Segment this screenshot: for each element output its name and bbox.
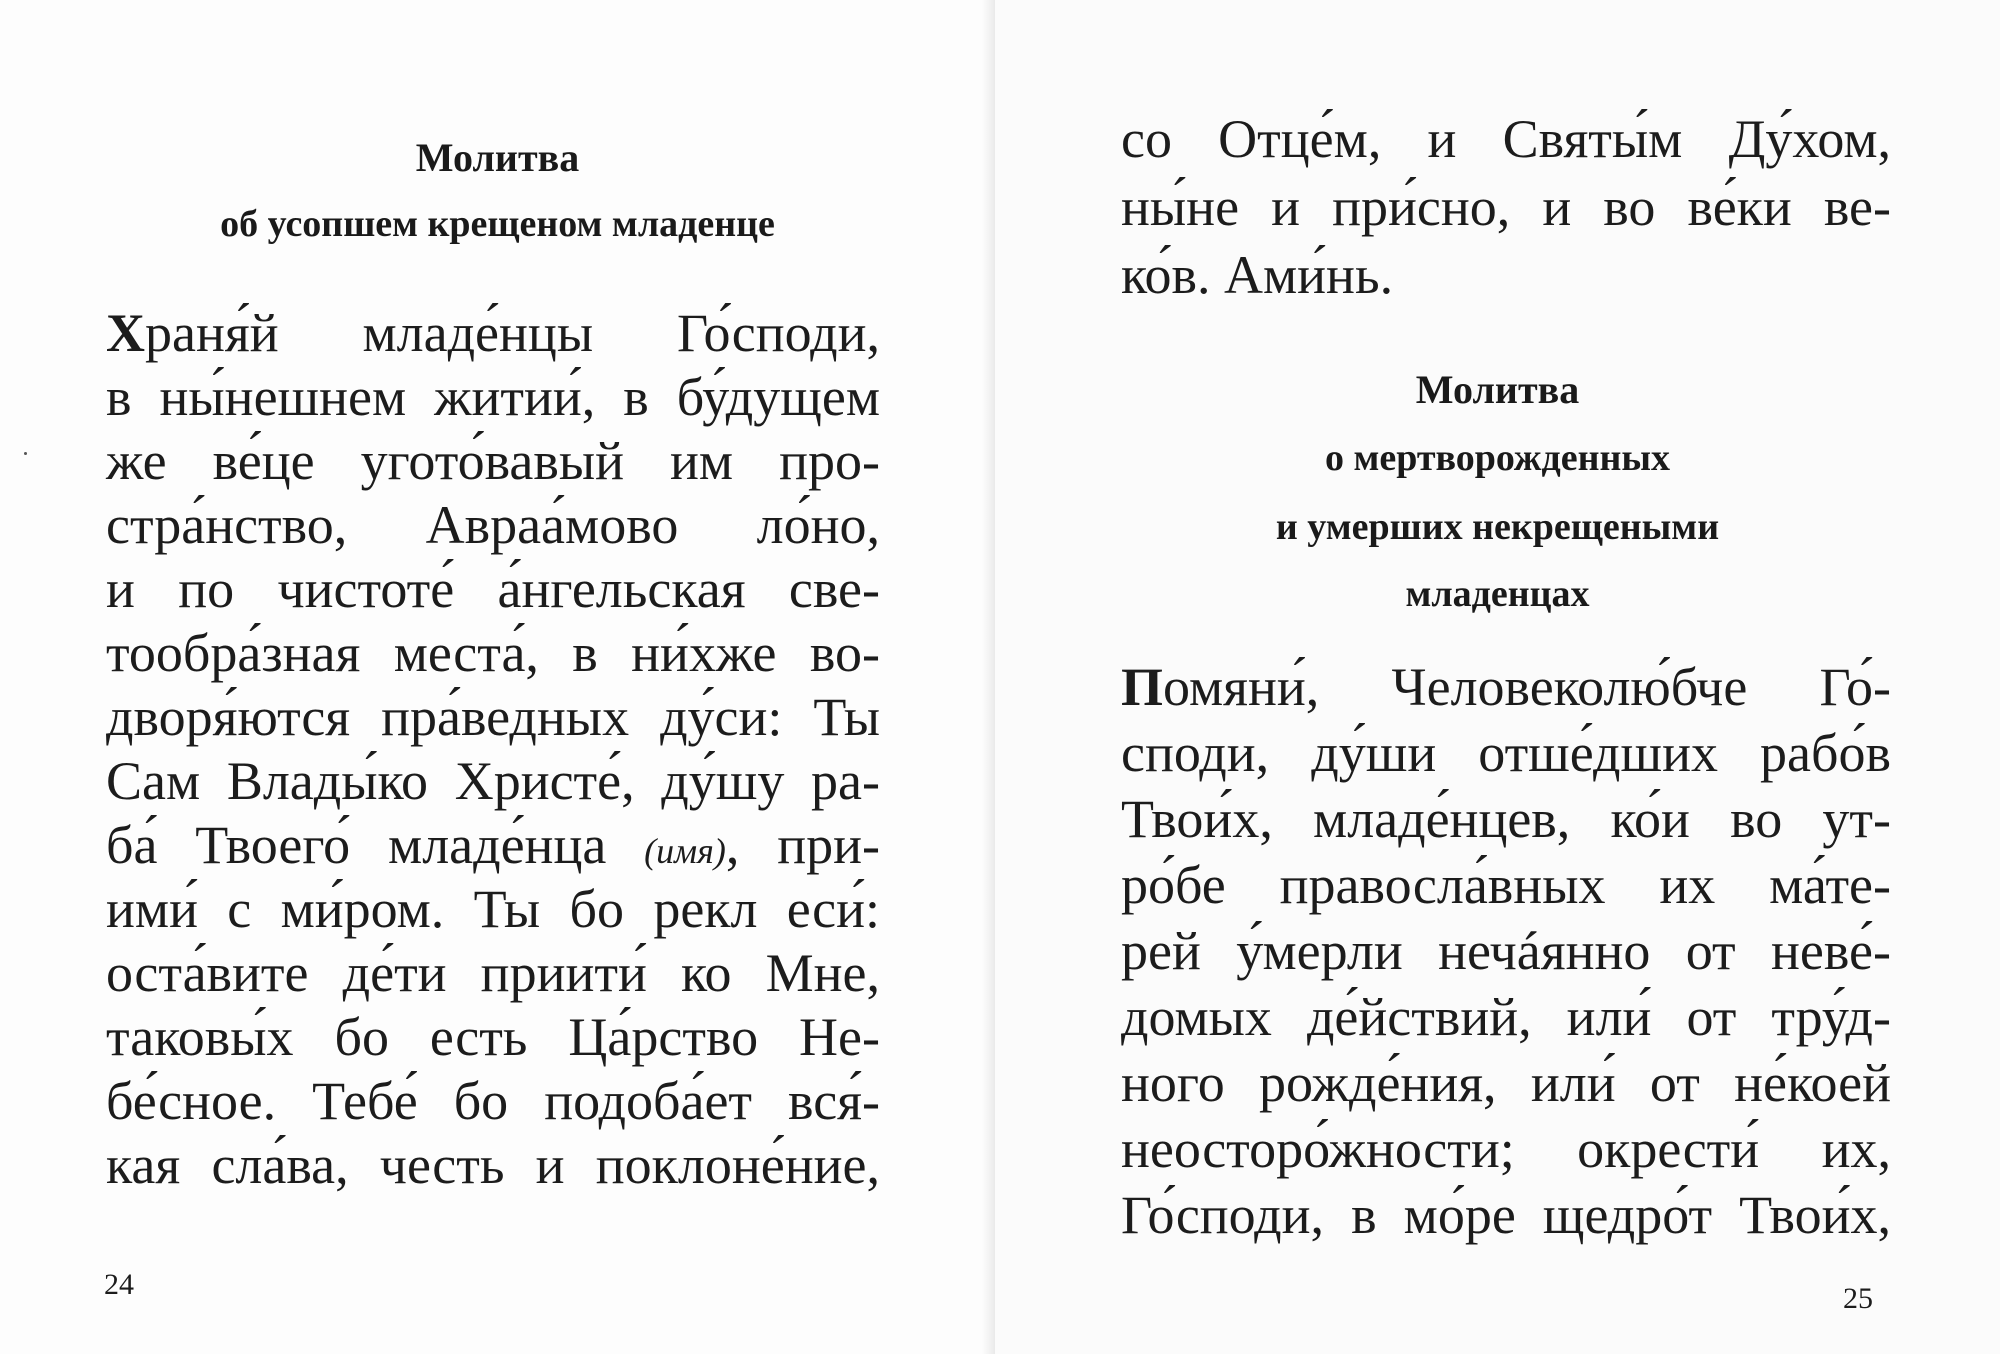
- left-text-line-4: стра́нство, Авраа́мово ло́но,: [106, 495, 880, 555]
- right-prayer-subtitle-3: младенцах: [1405, 573, 1590, 615]
- right-prayer-title: Молитва: [1415, 367, 1580, 412]
- right-text-line-5: споди, ду́ши отше́дших рабо́в: [1121, 723, 1891, 783]
- right-text-line-10: ного рожде́ния, или́ от не́коей: [1121, 1053, 1891, 1113]
- left-text-line-13: бе́сное. Тебе́ бо подоба́ет вся́-: [106, 1071, 880, 1131]
- right-text-line-7: ро́бе правосла́вных их ма́те-: [1121, 855, 1891, 915]
- left-prayer-subtitle: об усопшем крещеном младенце: [220, 203, 775, 245]
- left-page-number: 24: [104, 1268, 134, 1301]
- left-text-line-2: в ны́нешнем житии́, в бу́дущем: [106, 367, 880, 427]
- left-text-line-5: и по чистоте́ а́нгельская све-: [106, 559, 880, 619]
- left-text-line-3: же ве́це угото́вавый им про-: [106, 431, 880, 491]
- left-text-line-8: Сам Влады́ко Христе́, ду́шу ра-: [106, 751, 880, 811]
- drop-initial-right: П: [1121, 657, 1164, 717]
- right-text-line-12: Го́споди, в мо́ре щедро́т Твои́х,: [1121, 1185, 1891, 1245]
- right-text-line-1: со Отце́м, и Святы́м Ду́хом,: [1121, 109, 1891, 169]
- right-text-line-3: ко́в. Ами́нь.: [1121, 245, 1394, 305]
- right-text-line-2: ны́не и при́сно, и во ве́ки ве-: [1121, 177, 1891, 237]
- right-text-line-9: домых де́йствий, или́ от тру́д-: [1121, 987, 1891, 1047]
- right-prayer-subtitle-2: и умерших некрещеными: [1275, 506, 1720, 548]
- right-text-line-11: неосторо́жности; окрести́ их,: [1121, 1119, 1891, 1179]
- right-text-line-6: Твои́х, младе́нцев, ко́и во ут-: [1121, 789, 1891, 849]
- name-placeholder: (имя): [644, 831, 726, 871]
- left-prayer-title: Молитва: [415, 135, 580, 180]
- left-text-line-1: Храня́й младе́нцы Го́споди,: [106, 303, 880, 363]
- right-page-number: 25: [1843, 1282, 1873, 1315]
- left-text-line-7: дворя́ются пра́ведных ду́си: Ты: [106, 687, 880, 747]
- right-page: [995, 0, 2000, 1354]
- right-text-line-4: Помяни́, Человеколю́бче Го́-: [1121, 657, 1891, 717]
- scan-speck: [24, 452, 27, 455]
- drop-initial: Х: [106, 303, 145, 363]
- left-text-line-9: ба́ Твоего́ младе́нца (имя), при-: [106, 815, 880, 875]
- right-text-line-8: рей у́мерли нечáянно от неве́-: [1121, 921, 1891, 981]
- left-text-line-12: таковы́х бо есть Ца́рство Не-: [106, 1007, 880, 1067]
- right-prayer-subtitle-1: о мертворожденных: [1324, 437, 1671, 479]
- left-text-line-6: тообра́зная места́, в ни́хже во-: [106, 623, 880, 683]
- left-text-line-10: ими́ с ми́ром. Ты бо рекл еси́:: [106, 879, 880, 939]
- left-text-line-11: оста́вите де́ти приити́ ко Мне,: [106, 943, 880, 1003]
- left-page: [0, 0, 995, 1354]
- left-text-line-14: кая сла́ва, честь и поклоне́ние,: [106, 1135, 880, 1195]
